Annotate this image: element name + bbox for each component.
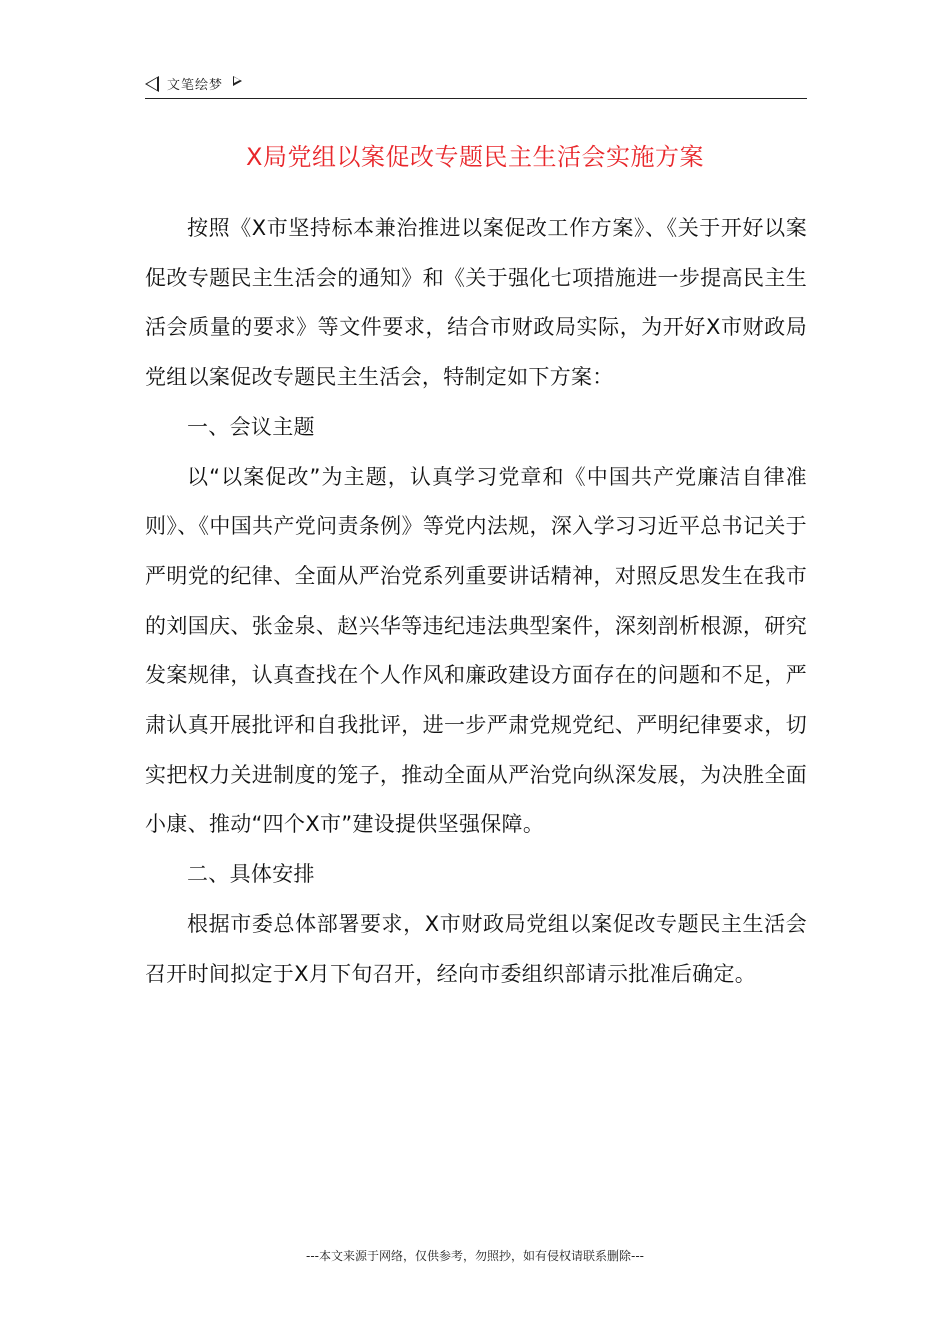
page-footer: ---本文来源于网络，仅供参考，勿照抄，如有侵权请联系删除--- <box>306 1249 644 1263</box>
document-body <box>145 204 807 999</box>
theme-paragraph: 以“以案促改”为主题，认真学习党章和《中国共产党廉洁自律准则》、《中国共产党问责条例》等党内法规，深入学习习近平总书记关于严明党的纪律、全面从严治党系列重要讲话精神，对照反思发生在我市的刘国庆、张金泉、赵兴华等违纪违法典型案件，深刻剖析根源，研究发案规律，认真查找在个人作风和廉政建设方面存在的问题和不足，严肃认真开展批评和自我批评，进一步严肃党规党纪、严明纪律要求，切实把权力关进制度的笼子，推动全面从严治党向纵深发展，为决胜全面小康、推动“四个X市”建设提供坚强保障。 <box>145 464 807 837</box>
page-header <box>145 72 807 99</box>
header-brand <box>145 74 242 93</box>
header-title: 文笔绘梦 <box>167 78 224 93</box>
intro-paragraph: 按照《X市坚持标本兼治推进以案促改工作方案》、《关于开好以案促改专题民主生活会的通知》和《关于强化七项措施进一步提高民主生活会质量的要求》等文件要求，结合市财政局实际，为开好X市财政局党组以案促改专题民主生活会，特制定如下方案： <box>145 216 807 390</box>
section-heading-theme: 一、会议主题 <box>187 414 315 439</box>
document-title: X局党组以案促改专题民主生活会实施方案 <box>246 143 704 171</box>
triangle-right-icon <box>233 76 242 86</box>
triangle-left-icon <box>145 76 159 92</box>
section-heading-arrangement: 二、具体安排 <box>187 862 315 887</box>
arrangement-paragraph: 根据市委总体部署要求，X市财政局党组以案促改专题民主生活会召开时间拟定于X月下旬召开，经向市委组织部请示批准后确定。 <box>145 911 807 986</box>
